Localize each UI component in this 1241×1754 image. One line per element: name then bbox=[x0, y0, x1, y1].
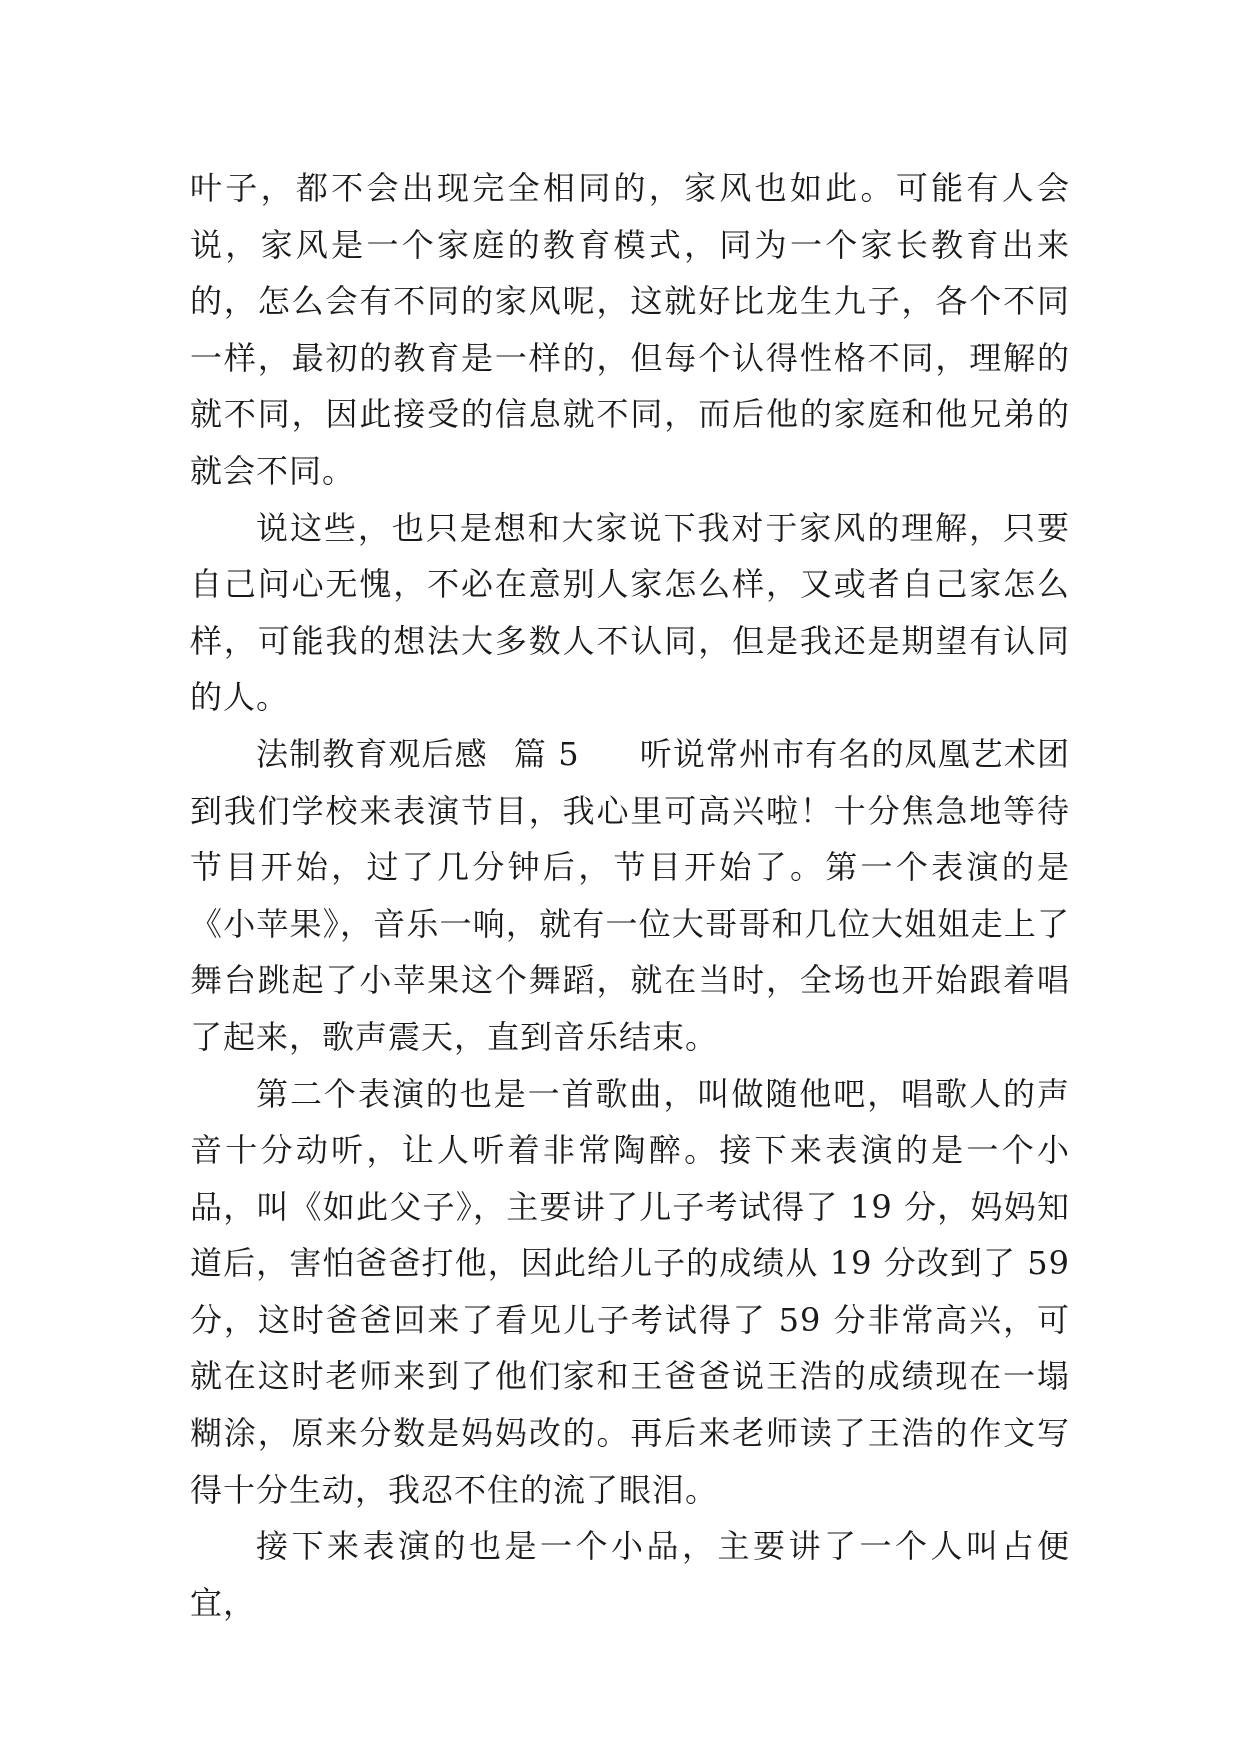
paragraph-3-text: 听说常州市有名的凤凰艺术团到我们学校来表演节目，我心里可高兴啦！十分焦急地等待节目开始，过了几分钟后，节目开始了。第一个表演的是《小苹果》，音乐一响，就有一位大哥哥和几位大姐姐走上了舞台跳起了小苹果这个舞蹈，就在当时，全场也开始跟着唱了起来，歌声震天，直到音乐结束。 bbox=[190, 734, 1070, 1056]
paragraph-4: 第二个表演的也是一首歌曲，叫做随他吧，唱歌人的声音十分动听，让人听着非常陶醉。接下来表演的是一个小品，叫《如此父子》，主要讲了儿子考试得了 19 分，妈妈知道后，害怕爸爸打他，因此给儿子的成绩从 19 分改到了 59 分，这时爸爸回来了看见儿子考试得了 59 分非常高兴，可就在这时老师来到了他们家和王爸爸说王浩的成绩现在一塌糊涂，原来分数是妈妈改的。再后来老师读了王浩的作文写得十分生动，我忍不住的流了眼泪。 bbox=[190, 1074, 1070, 1509]
section-number: 篇 5 bbox=[513, 734, 580, 773]
document-body bbox=[190, 160, 1070, 1631]
paragraph-5: 接下来表演的也是一个小品，主要讲了一个人叫占便宜， bbox=[190, 1527, 1070, 1622]
section-title: 法制教育观后感 bbox=[256, 734, 488, 773]
paragraph-3 bbox=[190, 726, 1070, 1066]
paragraph-1: 叶子，都不会出现完全相同的，家风也如此。可能有人会说，家风是一个家庭的教育模式，同为一个家长教育出来的，怎么会有不同的家风呢，这就好比龙生九子，各个不同一样，最初的教育是一样的，但每个认得性格不同，理解的就不同，因此接受的信息就不同，而后他的家庭和他兄弟的就会不同。 bbox=[190, 169, 1070, 490]
paragraph-2: 说这些，也只是想和大家说下我对于家风的理解，只要自己问心无愧，不必在意别人家怎么样，又或者自己家怎么样，可能我的想法大多数人不认同，但是我还是期望有认同的人。 bbox=[190, 508, 1070, 717]
